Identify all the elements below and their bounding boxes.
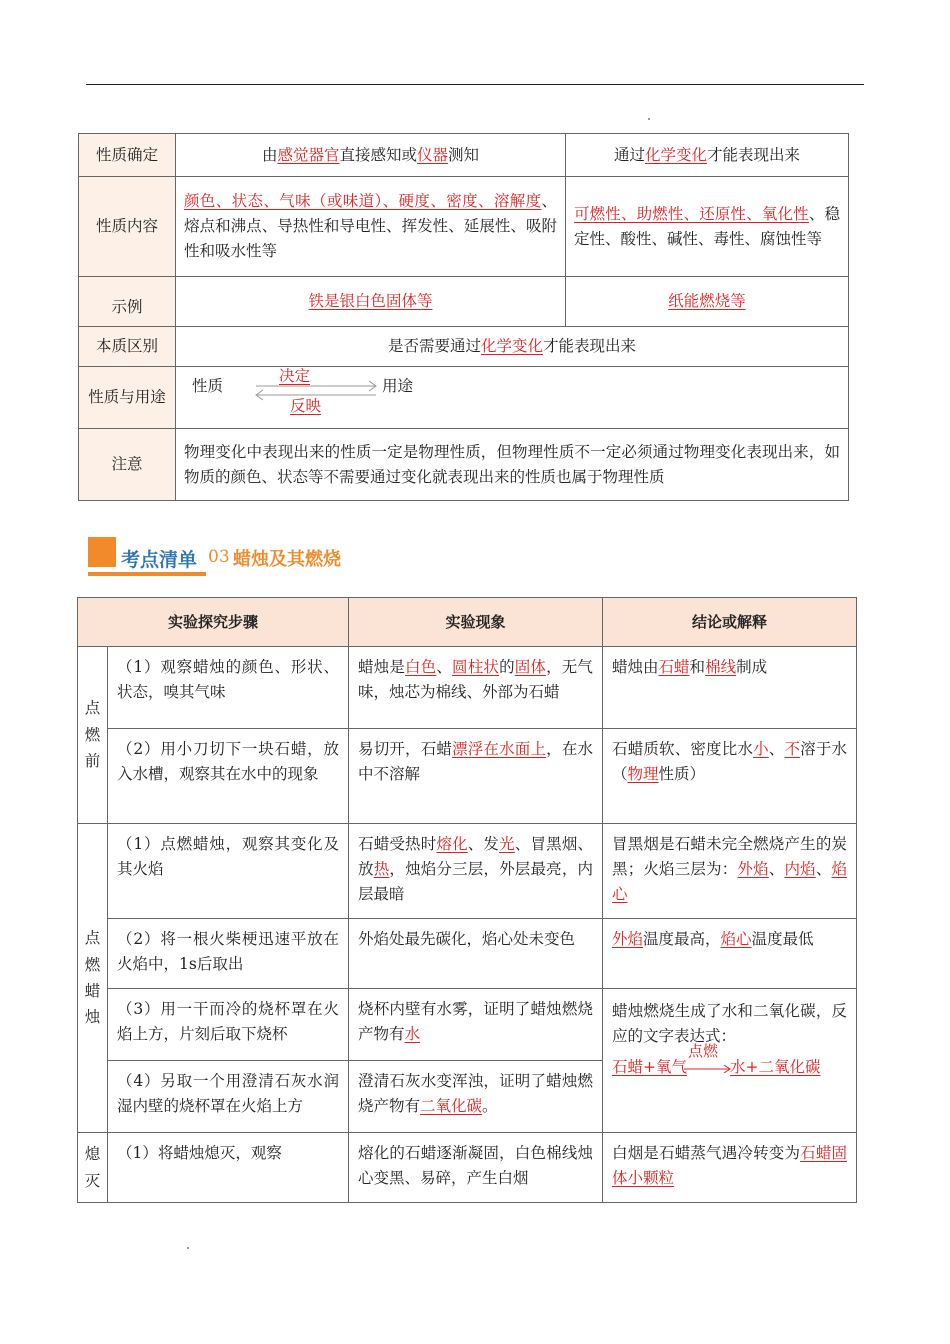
chemical-determine: 通过化学变化才能表现出来 bbox=[566, 134, 849, 177]
header-conclusion: 结论或解释 bbox=[603, 598, 857, 647]
group-extinguish: 熄灭 bbox=[78, 1133, 108, 1203]
row-content bbox=[79, 177, 849, 277]
row-note bbox=[79, 429, 849, 501]
phenomenon-cell: 烧杯内壁有水雾，证明了蜡烛燃烧产物有水 bbox=[349, 989, 603, 1061]
step-cell: （4）另取一个用澄清石灰水润湿内壁的烧杯罩在火焰上方 bbox=[108, 1061, 349, 1133]
step-cell: （1）观察蜡烛的颜色、形状、状态，嗅其气味 bbox=[108, 647, 349, 729]
property-table bbox=[78, 133, 849, 501]
row-label: 性质与用途 bbox=[79, 367, 176, 429]
conclusion-cell: 白烟是石蜡蒸气遇冷转变为石蜡固体小颗粒 bbox=[603, 1133, 857, 1203]
section-number: 03 bbox=[208, 547, 230, 567]
header-row bbox=[78, 598, 857, 647]
step-cell: （1）点燃蜡烛，观察其变化及其火焰 bbox=[108, 824, 349, 919]
products: 水+二氧化碳 bbox=[730, 1057, 821, 1076]
row-label: 注意 bbox=[79, 429, 176, 501]
reaction-intro: 蜡烛燃烧生成了水和二氧化碳，反应的文字表达式： bbox=[612, 1002, 848, 1045]
phenomenon-cell: 蜡烛是白色、圆柱状的固体，无气味，烛芯为棉线、外部为石蜡 bbox=[349, 647, 603, 729]
row-determine bbox=[79, 134, 849, 177]
use-word: 用途 bbox=[382, 376, 414, 395]
table-row bbox=[78, 729, 857, 824]
speck bbox=[648, 118, 650, 120]
table-row bbox=[78, 824, 857, 919]
note-text: 物理变化中表现出来的性质一定是物理性质，但物理性质不一定必须通过物理变化表现出来，如物质的颜色、状态等不需要通过变化就表现出来的性质也属于物理性质 bbox=[176, 429, 849, 501]
physical-content: 颜色、状态、气味（或味道）、硬度、密度、溶解度、熔点和沸点、导热性和导电性、挥发性、延展性、吸附性和吸水性等 bbox=[176, 177, 566, 277]
group-lighting: 点燃蜡烛 bbox=[78, 824, 108, 1133]
reflect-label: 反映 bbox=[290, 396, 322, 415]
table-row bbox=[78, 989, 857, 1061]
candle-experiment-table bbox=[77, 597, 857, 1203]
row-label: 性质内容 bbox=[79, 177, 176, 277]
conclusion-cell bbox=[603, 989, 857, 1133]
header-steps: 实验探究步骤 bbox=[78, 598, 349, 647]
header-rule bbox=[86, 84, 864, 85]
decide-label: 决定 bbox=[279, 366, 311, 385]
section-topic: 蜡烛及其燃烧 bbox=[233, 549, 341, 570]
physical-determine: 由感觉器官直接感知或仪器测知 bbox=[176, 134, 566, 177]
reaction-arrow-icon bbox=[684, 1065, 732, 1073]
group-before-lighting: 点燃前 bbox=[78, 647, 108, 824]
row-label: 本质区别 bbox=[79, 327, 176, 367]
row-use bbox=[79, 367, 849, 429]
step-cell: （1）将蜡烛熄灭，观察 bbox=[108, 1133, 349, 1203]
row-label: 示例 bbox=[79, 277, 176, 327]
section-underline bbox=[88, 572, 206, 576]
property-word: 性质 bbox=[192, 376, 224, 395]
section-title: 考点清单 bbox=[121, 549, 198, 571]
physical-example: 铁是银白色固体等 bbox=[176, 277, 566, 327]
header-phenomena: 实验现象 bbox=[349, 598, 603, 647]
reaction-condition: 点燃 bbox=[688, 1041, 719, 1060]
reactants: 石蜡+氧气 bbox=[612, 1057, 688, 1076]
section-heading bbox=[88, 537, 388, 581]
row-label: 性质确定 bbox=[79, 134, 176, 177]
phenomenon-cell: 熔化的石蜡逐渐凝固，白色棉线烛心变黑、易碎，产生白烟 bbox=[349, 1133, 603, 1203]
chemical-content: 可燃性、助燃性、还原性、氧化性、稳定性、酸性、碱性、毒性、腐蚀性等 bbox=[566, 177, 849, 277]
step-cell: （3）用一干而冷的烧杯罩在火焰上方，片刻后取下烧杯 bbox=[108, 989, 349, 1061]
conclusion-cell: 石蜡质软、密度比水小、不溶于水（物理性质） bbox=[603, 729, 857, 824]
row-example bbox=[79, 277, 849, 327]
step-cell: （2）用小刀切下一块石蜡，放入水槽，观察其在水中的现象 bbox=[108, 729, 349, 824]
table-row bbox=[78, 919, 857, 989]
conclusion-cell: 外焰温度最高，焰心温度最低 bbox=[603, 919, 857, 989]
row-essence bbox=[79, 327, 849, 367]
table-row bbox=[78, 647, 857, 729]
speck bbox=[187, 1247, 189, 1249]
phenomenon-cell: 石蜡受热时熔化、发光、冒黑烟、放热，烛焰分三层，外层最亮，内层最暗 bbox=[349, 824, 603, 919]
chemical-example: 纸能燃烧等 bbox=[566, 277, 849, 327]
table-row bbox=[78, 1133, 857, 1203]
reaction-equation bbox=[612, 1041, 847, 1079]
essence-text: 是否需要通过化学变化才能表现出来 bbox=[176, 327, 849, 367]
use-relation bbox=[176, 367, 849, 429]
conclusion-cell: 蜡烛由石蜡和棉线制成 bbox=[603, 647, 857, 729]
phenomenon-cell: 澄清石灰水变浑浊，证明了蜡烛燃烧产物有二氧化碳。 bbox=[349, 1061, 603, 1133]
step-cell: （2）将一根火柴梗迅速平放在火焰中，1s后取出 bbox=[108, 919, 349, 989]
section-marker bbox=[88, 537, 116, 567]
conclusion-cell: 冒黑烟是石蜡未完全燃烧产生的炭黑；火焰三层为：外焰、内焰、焰心 bbox=[603, 824, 857, 919]
phenomenon-cell: 外焰处最先碳化，焰心处未变色 bbox=[349, 919, 603, 989]
phenomenon-cell: 易切开，石蜡漂浮在水面上，在水中不溶解 bbox=[349, 729, 603, 824]
